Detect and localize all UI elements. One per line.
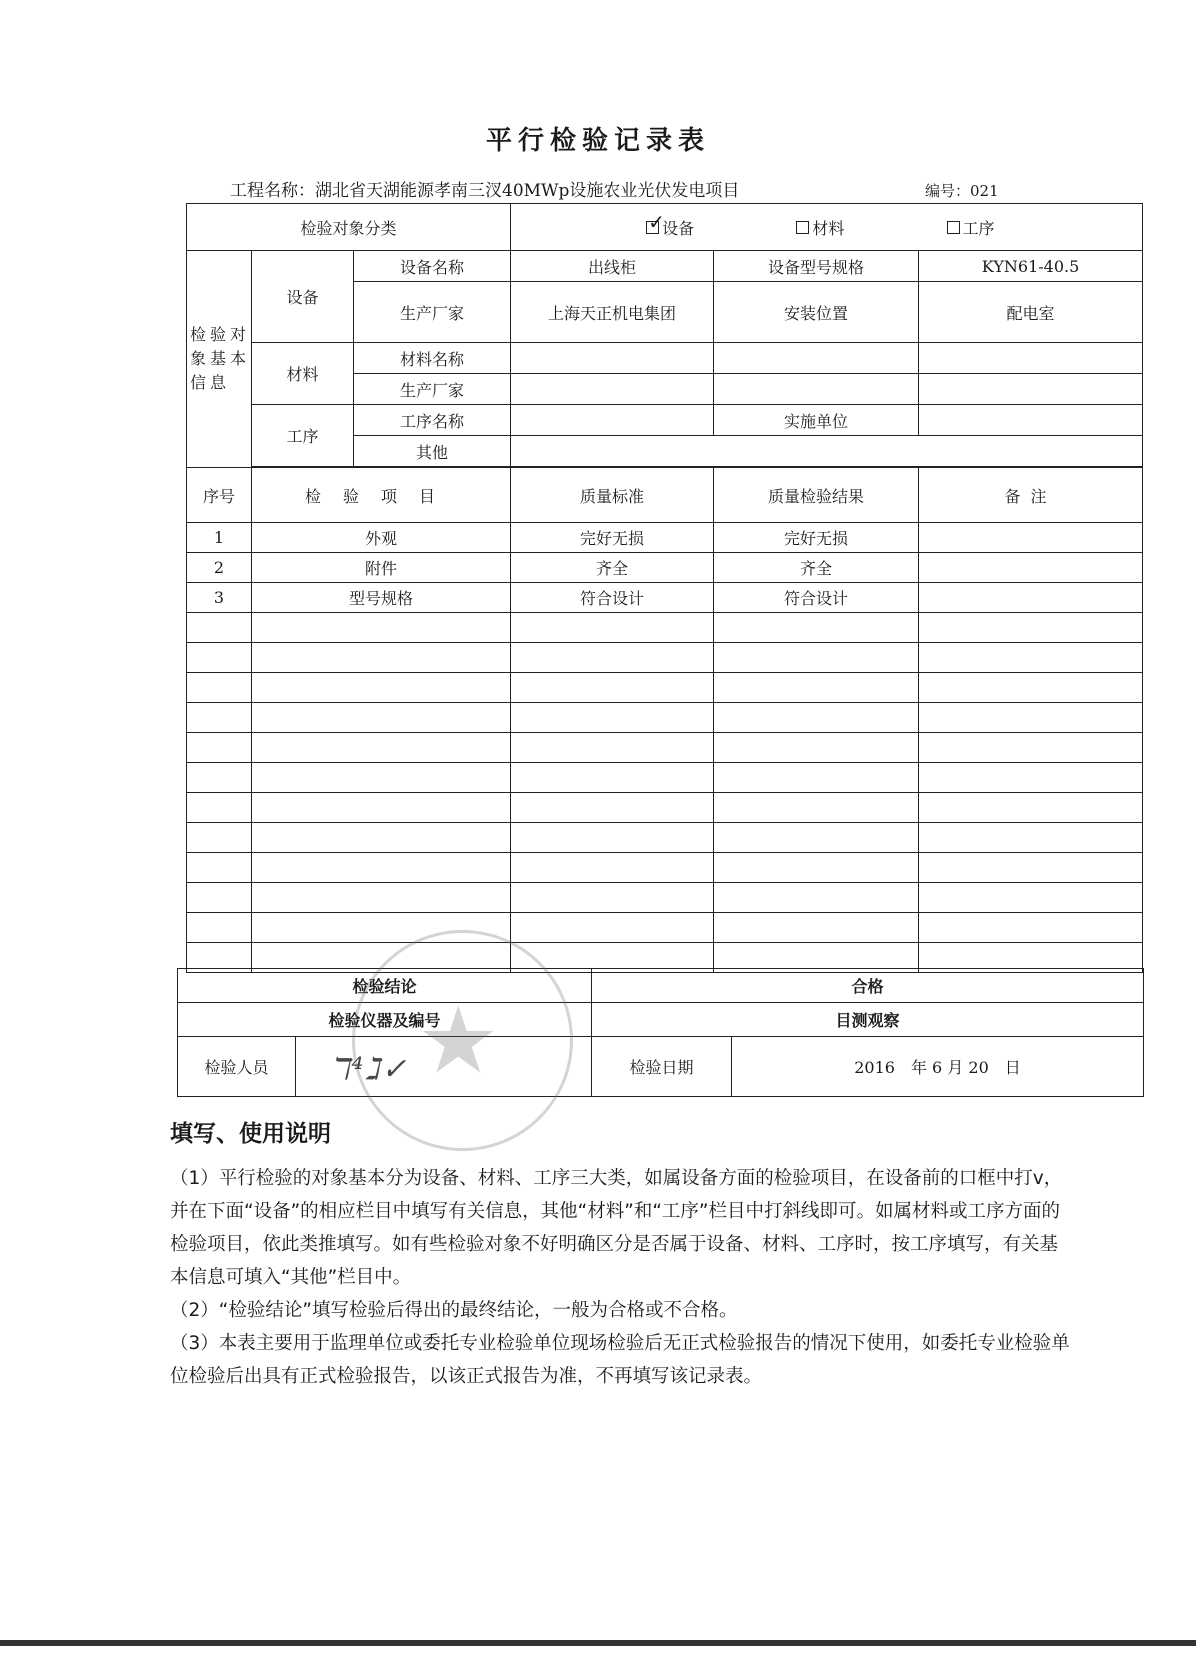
row-result[interactable]: 齐全	[714, 553, 919, 583]
equipment-model-value[interactable]: KYN61-40.5	[919, 251, 1143, 282]
instrument-value[interactable]: 目测观察	[592, 1003, 1144, 1037]
instructions-heading: 填写、使用说明	[170, 1121, 331, 1147]
category-label: 检验对象分类	[187, 204, 511, 251]
row-item: 型号规格	[252, 583, 511, 613]
row-remark[interactable]	[919, 583, 1143, 613]
category-option-equipment: 设备	[662, 218, 695, 238]
empty-row[interactable]	[187, 643, 1143, 673]
instrument-label: 检验仪器及编号	[178, 1003, 592, 1037]
empty-row[interactable]	[187, 763, 1143, 793]
inspector-label: 检验人员	[178, 1037, 296, 1097]
instruction-paragraph: （3）本表主要用于监理单位或委托专业检验单位现场检验后无正式检验报告的情况下使用，如委托专业检验单位检验后出具有正式检验报告，以该正式报告为准，不再填写该记录表。	[170, 1333, 1070, 1387]
row-remark[interactable]	[919, 523, 1143, 553]
number-label: 编号：	[925, 182, 971, 200]
header-standard: 质量标准	[511, 468, 714, 523]
instruction-paragraph: （2）“检验结论”填写检验后得出的最终结论，一般为合格或不合格。	[170, 1300, 738, 1321]
process-unit-label: 实施单位	[714, 405, 919, 436]
material-extra-3[interactable]	[714, 374, 919, 405]
material-name-value[interactable]	[511, 343, 714, 374]
category-option-material: 材料	[812, 218, 845, 238]
inspector-signature: ℸ⁴ℷ✓	[330, 1052, 409, 1087]
category-option-process: 工序	[962, 218, 995, 238]
equipment-location-label: 安装位置	[714, 282, 919, 343]
row-item: 附件	[252, 553, 511, 583]
row-seq: 1	[187, 523, 252, 553]
equipment-group-label: 设备	[252, 251, 354, 343]
equipment-model-label: 设备型号规格	[714, 251, 919, 282]
material-group-label: 材料	[252, 343, 354, 405]
date-label: 检验日期	[592, 1037, 732, 1097]
header-result: 质量检验结果	[714, 468, 919, 523]
scan-edge-divider	[0, 1640, 1196, 1646]
table-row	[187, 583, 1143, 613]
row-standard: 符合设计	[511, 583, 714, 613]
empty-row[interactable]	[187, 733, 1143, 763]
inspection-table	[186, 203, 1143, 973]
material-extra-4[interactable]	[919, 374, 1143, 405]
instructions	[170, 1115, 1070, 1393]
equipment-name-label: 设备名称	[354, 251, 511, 282]
empty-row[interactable]	[187, 853, 1143, 883]
project-name: 湖北省天湖能源孝南三汊40MWp设施农业光伏发电项目	[315, 181, 740, 201]
material-extra-2[interactable]	[919, 343, 1143, 374]
number-value: 021	[970, 182, 999, 200]
check-mark-icon: ✓	[648, 209, 665, 234]
empty-row[interactable]	[187, 793, 1143, 823]
header-remark: 备注	[919, 468, 1143, 523]
conclusion-label: 检验结论	[178, 969, 592, 1003]
checkbox-process[interactable]	[947, 221, 960, 234]
process-group-label: 工序	[252, 405, 354, 467]
material-maker-label: 生产厂家	[354, 374, 511, 405]
date-value[interactable]: 2016 年 6 月 20 日	[732, 1037, 1144, 1097]
instruction-paragraph: （1）平行检验的对象基本分为设备、材料、工序三大类，如属设备方面的检验项目，在设备前的口框中打v，并在下面“设备”的相应栏目中填写有关信息，其他“材料”和“工序”栏目中打斜线即可。如属材料或工序方面的检验项目，依此类推填写。如有些检验对象不好明确区分是否属于设备、材料、工序时，按工序填写，有关基本信息可填入“其他”栏目中。	[170, 1168, 1063, 1288]
empty-row[interactable]	[187, 883, 1143, 913]
empty-row[interactable]	[187, 823, 1143, 853]
row-result[interactable]: 符合设计	[714, 583, 919, 613]
material-name-label: 材料名称	[354, 343, 511, 374]
category-options	[511, 204, 1143, 251]
conclusion-value[interactable]: 合格	[592, 969, 1144, 1003]
empty-row[interactable]	[187, 673, 1143, 703]
empty-row[interactable]	[187, 703, 1143, 733]
header-item: 检验项目	[252, 468, 511, 523]
row-item: 外观	[252, 523, 511, 553]
material-extra-1[interactable]	[714, 343, 919, 374]
project-line	[230, 176, 739, 201]
equipment-maker-value[interactable]: 上海天正机电集团	[511, 282, 714, 343]
row-standard: 齐全	[511, 553, 714, 583]
row-seq: 3	[187, 583, 252, 613]
equipment-location-value[interactable]: 配电室	[919, 282, 1143, 343]
process-unit-value[interactable]	[919, 405, 1143, 436]
process-name-value[interactable]	[511, 405, 714, 436]
table-row	[187, 523, 1143, 553]
basic-info-label: 检验对象基本信息	[187, 251, 252, 468]
process-other-label: 其他	[354, 436, 511, 467]
table-row	[187, 553, 1143, 583]
row-seq: 2	[187, 553, 252, 583]
empty-row[interactable]	[187, 613, 1143, 643]
project-label: 工程名称：	[230, 181, 315, 201]
process-other-value[interactable]	[511, 436, 1143, 467]
checkbox-equipment[interactable]	[646, 209, 665, 238]
row-standard: 完好无损	[511, 523, 714, 553]
material-maker-value[interactable]	[511, 374, 714, 405]
seal-star-icon: ★	[417, 987, 500, 1094]
process-name-label: 工序名称	[354, 405, 511, 436]
header-seq: 序号	[187, 468, 252, 523]
checkbox-material[interactable]	[796, 221, 809, 234]
equipment-name-value[interactable]: 出线柜	[511, 251, 714, 282]
equipment-maker-label: 生产厂家	[354, 282, 511, 343]
row-result[interactable]: 完好无损	[714, 523, 919, 553]
conclusion-table	[177, 968, 1144, 1097]
empty-row[interactable]	[187, 913, 1143, 943]
page-title: 平行检验记录表	[485, 126, 710, 156]
number-line	[925, 180, 999, 201]
row-remark[interactable]	[919, 553, 1143, 583]
